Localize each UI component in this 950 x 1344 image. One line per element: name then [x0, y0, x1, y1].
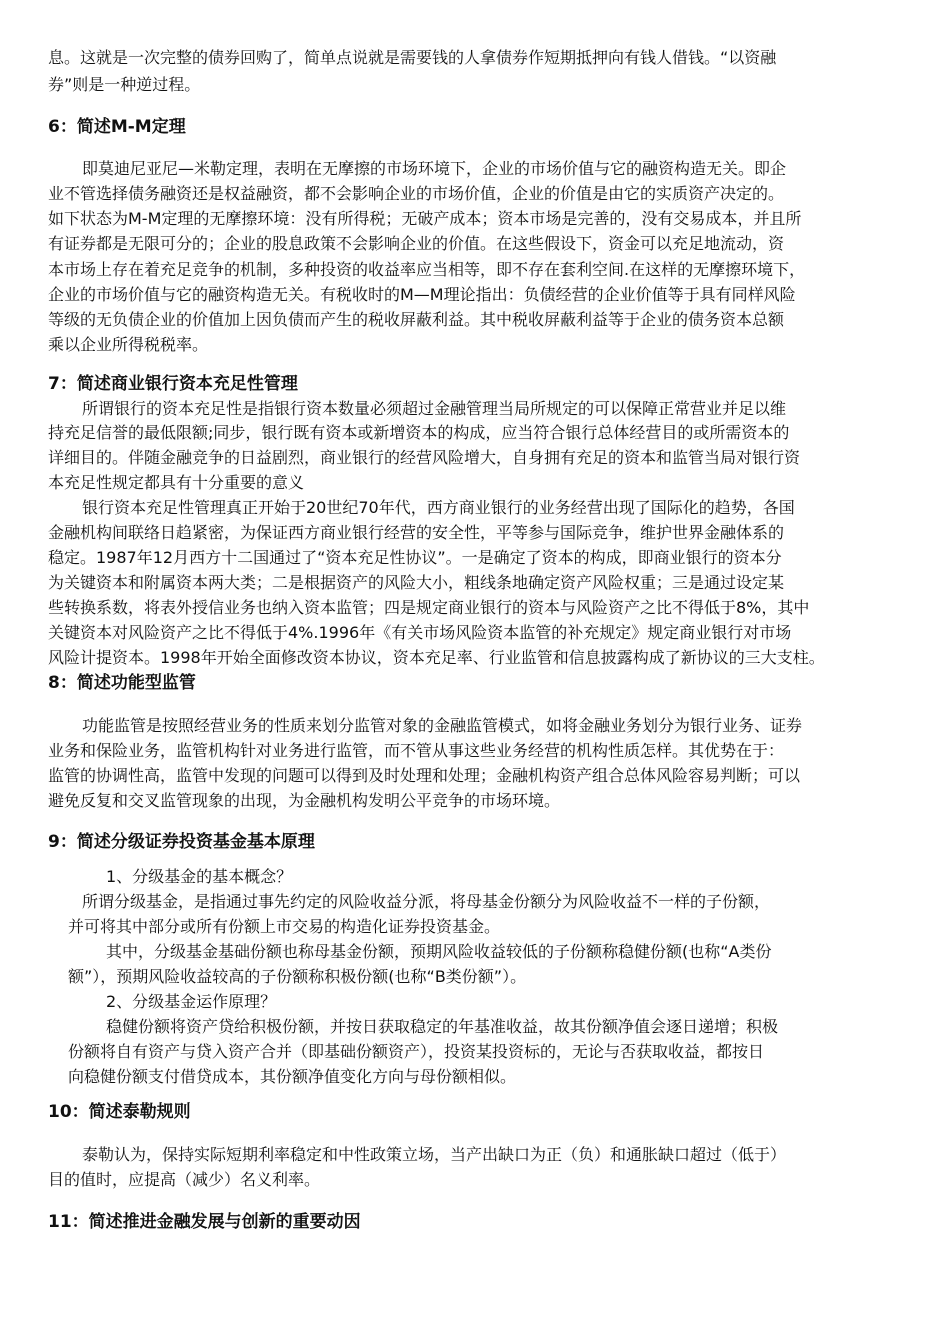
section-6-line: 本市场上存在着充足竞争的机制，多种投资的收益率应当相等，即不存在套利空间.在这样的无摩擦环境下，: [48, 260, 806, 279]
section-8-line: 功能监管是按照经营业务的性质来划分监管对象的金融监管模式，如将金融业务划分为银行业务、证券: [82, 716, 803, 735]
section-9-line: 额”），预期风险收益较高的子份额称积极份额(也称“B类份额”）。: [68, 967, 527, 986]
section-7-line: 详细目的。伴随金融竞争的日益剧烈，商业银行的经营风险增大，自身拥有充足的资本和监管当局对银行资: [48, 448, 801, 467]
section-7-line: 稳定。1987年12月西方十二国通过了“资本充足性协议”。一是确定了资本的构成，即商业银行的资本分: [48, 548, 782, 567]
section-9-line: 并可将其中部分或所有份额上市交易的构造化证券投资基金。: [68, 917, 501, 936]
section-9-line: 1、分级基金的基本概念？: [106, 867, 293, 886]
section-6-line: 如下状态为M-M定理的无摩擦环境：没有所得税；无破产成本；资本市场是完善的，没有交易成本，并且所: [48, 209, 802, 228]
section-9-line: 稳健份额将资产贷给积极份额，并按日获取稳定的年基准收益，故其份额净值会逐日递增；积极: [106, 1017, 779, 1036]
section-9-line: 份额将自有资产与贷入资产合并（即基础份额资产），投资某投资标的，无论与否获取收益，都按日: [68, 1042, 765, 1061]
section-6-line: 业不管选择债务融资还是权益融资，都不会影响企业的市场价值，企业的价值是由它的实质资产决定的。: [48, 184, 785, 203]
section-7-line: 为关键资本和附属资本两大类；二是根据资产的风险大小，粗线条地确定资产风险权重；三是通过设定某: [48, 573, 785, 592]
section-7-line: 金融机构间联络日趋紧密，为保证西方商业银行经营的安全性，平等参与国际竞争，维护世界金融体系的: [48, 523, 785, 542]
section-9-line: 向稳健份额支付借贷成本，其份额净值变化方向与母份额相似。: [68, 1067, 517, 1086]
section-6-heading: 6：简述M-M定理: [48, 117, 186, 137]
section-9-line: 所谓分级基金，是指通过事先约定的风险收益分派，将母基金份额分为风险收益不一样的子份额，: [82, 892, 771, 911]
section-10-line: 目的值时，应提高（减少）名义利率。: [48, 1170, 321, 1189]
section-7-line: 持充足信誉的最低限额;同步，银行既有资本或新增资本的构成，应当符合银行总体经营目的或所需资本的: [48, 423, 790, 442]
intro-line-1: 息。这就是一次完整的债券回购了，简单点说就是需要钱的人拿债券作短期抵押向有钱人借钱。“以资融: [48, 48, 777, 67]
section-7-line: 关键资本对风险资产之比不得低于4%.1996年《有关市场风险资本监管的补充规定》规定商业银行对市场: [48, 623, 792, 642]
intro-line-2: 券”则是一种逆过程。: [48, 75, 201, 94]
section-10-heading: 10：简述泰勒规则: [48, 1102, 191, 1122]
section-8-line: 避免反复和交叉监管现象的出现，为金融机构发明公平竞争的市场环境。: [48, 791, 561, 810]
section-6-line: 即莫迪尼亚尼—米勒定理，表明在无摩擦的市场环境下，企业的市场价值与它的融资构造无关。即企: [82, 159, 787, 178]
section-7-line: 银行资本充足性管理真正开始于20世纪70年代，西方商业银行的业务经营出现了国际化的趋势，各国: [82, 498, 795, 517]
section-9-line: 2、分级基金运作原理？: [106, 992, 277, 1011]
section-6-line: 乘以企业所得税税率。: [48, 335, 209, 354]
section-8-line: 业务和保险业务，监管机构针对业务进行监管，而不管从事这些业务经营的机构性质怎样。其优势在于：: [48, 741, 785, 760]
section-7-line: 风险计提资本。1998年开始全面修改资本协议，资本充足率、行业监管和信息披露构成了新协议的三大支柱。: [48, 648, 825, 667]
section-6-line: 有证券都是无限可分的；企业的股息政策不会影响企业的价值。在这些假设下，资金可以充足地流动，资: [48, 234, 785, 253]
section-11-heading: 11：简述推进金融发展与创新的重要动因: [48, 1212, 361, 1232]
section-7-heading: 7：简述商业银行资本充足性管理: [48, 374, 298, 394]
section-8-heading: 8：简述功能型监管: [48, 673, 196, 693]
section-7-line: 所谓银行的资本充足性是指银行资本数量必须超过金融管理当局所规定的可以保障正常营业并足以维: [82, 399, 787, 418]
section-7-line: 本充足性规定都具有十分重要的意义: [48, 473, 305, 492]
section-6-line: 等级的无负债企业的价值加上因负债而产生的税收屏蔽利益。其中税收屏蔽利益等于企业的债务资本总额: [48, 310, 785, 329]
section-9-line: 其中，分级基金基础份额也称母基金份额，预期风险收益较低的子份额称稳健份额(也称“A类份: [106, 942, 772, 961]
section-9-heading: 9：简述分级证券投资基金基本原理: [48, 832, 315, 852]
section-8-line: 监管的协调性高，监管中发现的问题可以得到及时处理和处理；金融机构资产组合总体风险容易判断；可以: [48, 766, 801, 785]
section-10-line: 泰勒认为，保持实际短期利率稳定和中性政策立场，当产出缺口为正（负）和通胀缺口超过（低于）: [82, 1145, 787, 1164]
section-7-line: 些转换系数，将表外授信业务也纳入资本监管；四是规定商业银行的资本与风险资产之比不得低于8%，其中: [48, 598, 810, 617]
section-6-line: 企业的市场价值与它的融资构造无关。有税收时的M—M理论指出：负债经营的企业价值等于具有同样风险: [48, 285, 796, 304]
